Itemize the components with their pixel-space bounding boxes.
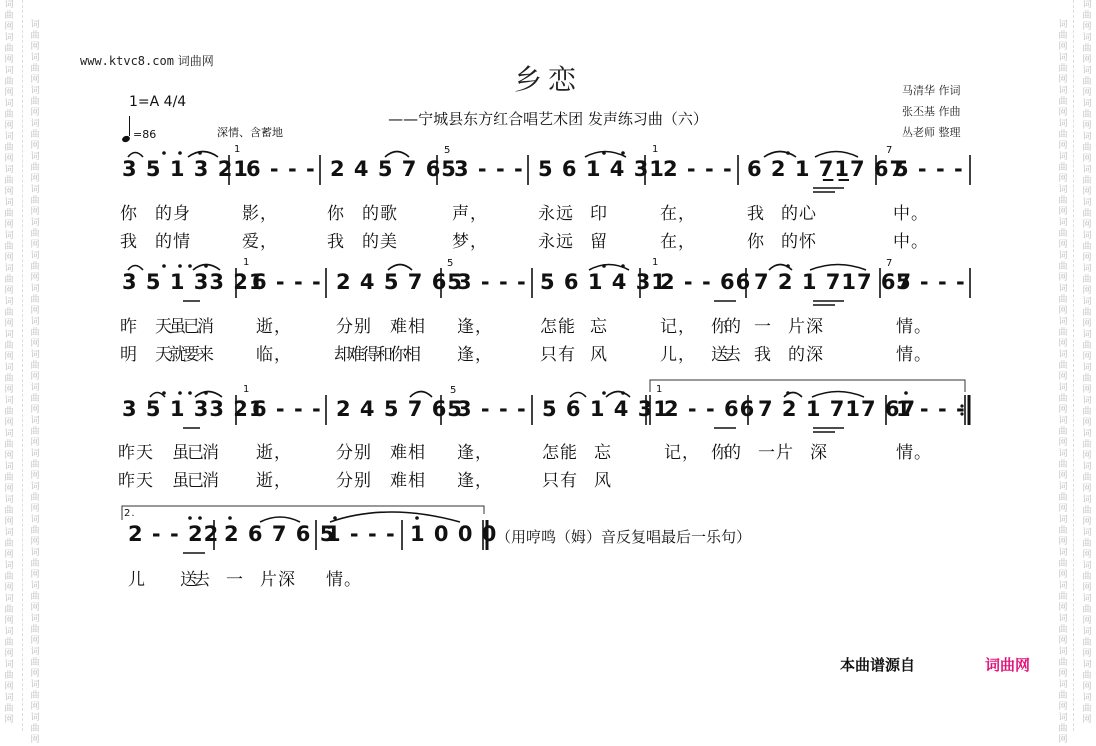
expression-marking: 深情、含蓄地 bbox=[217, 126, 283, 139]
svg-text:1: 1 bbox=[243, 384, 250, 395]
lyric-word: 留 bbox=[590, 232, 608, 252]
lyric-word: 虽已消 bbox=[172, 443, 217, 463]
lyric-word: 一 bbox=[754, 317, 772, 337]
lyric-word: 我 bbox=[120, 232, 138, 252]
lyric-word: 你 bbox=[747, 232, 765, 252]
lyric-word: 难相 bbox=[390, 471, 426, 491]
measure: 3 - - - bbox=[457, 397, 527, 421]
measure: 5 - - - bbox=[894, 157, 964, 181]
lyric-word: 你 bbox=[327, 204, 345, 224]
svg-text:7: 7 bbox=[886, 258, 893, 269]
lyric-word: 分别 bbox=[336, 443, 372, 463]
song-title: 乡恋 bbox=[513, 63, 582, 96]
lyric-row-4 bbox=[0, 565, 1096, 590]
lyric-word: 印 bbox=[590, 204, 608, 224]
lyricist-credit: 马清华 作词 bbox=[902, 84, 961, 97]
measure: 7 2 1 717 67 bbox=[758, 397, 917, 421]
measure: 2 4 5 7 65 bbox=[330, 157, 457, 181]
watermark-column-left-2: 词曲网词曲网词曲网词曲网词曲网词曲网词曲网词曲网词曲网词曲网词曲网词曲网词曲网词曲网词曲网词曲网词曲网词曲网词曲网词曲网词曲网词曲网 bbox=[30, 20, 40, 745]
notation-row-3 bbox=[0, 397, 1096, 425]
lyric-row-2b bbox=[0, 340, 1096, 365]
svg-text:1: 1 bbox=[243, 257, 250, 268]
lyric-word: 记， bbox=[664, 443, 700, 463]
measure: 2 4 5 7 65 bbox=[336, 397, 463, 421]
lyric-word: 天就要来 bbox=[155, 345, 211, 365]
lyric-word: 忘 bbox=[590, 317, 608, 337]
measure: 2 4 5 7 65 bbox=[336, 270, 463, 294]
lyric-word: 你的 bbox=[711, 317, 737, 337]
measure: 3 5 1 3 21 bbox=[122, 157, 249, 181]
lyric-word: 逢， bbox=[457, 471, 493, 491]
watermark-column-right-2: 词曲网词曲网词曲网词曲网词曲网词曲网词曲网词曲网词曲网词曲网词曲网词曲网词曲网词曲网词曲网词曲网词曲网词曲网词曲网词曲网词曲网词曲网 bbox=[1082, 0, 1092, 725]
svg-text:1: 1 bbox=[652, 144, 659, 155]
lyric-word: 逢， bbox=[457, 443, 493, 463]
song-subtitle: ——宁城县东方红合唱艺术团 发声练习曲（六） bbox=[388, 110, 708, 128]
lyric-word: 只有 bbox=[540, 345, 576, 365]
watermark-column-left-1: 词曲网词曲网词曲网词曲网词曲网词曲网词曲网词曲网词曲网词曲网词曲网词曲网词曲网词曲网词曲网词曲网词曲网词曲网词曲网词曲网词曲网词曲网 bbox=[4, 0, 14, 725]
lyric-word: 只有 bbox=[542, 471, 578, 491]
lyric-word: 风 bbox=[590, 345, 608, 365]
lyric-word: 在， bbox=[660, 232, 696, 252]
lyric-word: 你 bbox=[120, 204, 138, 224]
lyric-word: 在， bbox=[660, 204, 696, 224]
svg-text:5: 5 bbox=[450, 385, 457, 396]
measure: 1 - - - bbox=[326, 522, 396, 546]
lyric-word: 一片 bbox=[758, 443, 794, 463]
svg-text:5: 5 bbox=[447, 258, 454, 269]
svg-text:1: 1 bbox=[652, 257, 659, 268]
svg-text:7: 7 bbox=[886, 145, 893, 156]
lyric-word: 我 bbox=[327, 232, 345, 252]
lyric-word: 逢， bbox=[457, 317, 493, 337]
performance-instruction: （用哼鸣（姆）音反复唱最后一乐句） bbox=[496, 528, 752, 546]
measure: 6 - - - bbox=[252, 270, 322, 294]
lyric-word: 情。 bbox=[326, 570, 362, 590]
lyric-word: 梦， bbox=[452, 232, 488, 252]
lyric-word: 中。 bbox=[893, 232, 929, 252]
lyric-word: 的心 bbox=[781, 204, 817, 224]
lyric-word: 声， bbox=[452, 204, 488, 224]
key-signature: 1=A 4/4 bbox=[129, 94, 187, 110]
lyric-word: 深 bbox=[810, 443, 828, 463]
lyric-word: 儿， bbox=[660, 345, 696, 365]
lyric-word: 记， bbox=[660, 317, 696, 337]
lyric-row-1a bbox=[0, 199, 1096, 224]
lyric-row-3b bbox=[0, 466, 1096, 491]
measure: 3 - - - bbox=[454, 157, 524, 181]
lyric-word: 却难得和你相 bbox=[334, 345, 418, 365]
lyric-word: 忘 bbox=[594, 443, 612, 463]
lyric-word: 逝， bbox=[256, 317, 292, 337]
lyric-word: 逢， bbox=[457, 345, 493, 365]
source-label: 本曲谱源自 bbox=[840, 656, 916, 674]
measure: 5 6 1 4 31 bbox=[542, 397, 669, 421]
brand-link[interactable]: 词曲网 bbox=[985, 656, 1031, 674]
measure: 2 - - - bbox=[663, 157, 733, 181]
measure: 1 0 0 0 bbox=[410, 522, 498, 546]
lyric-word: 难相 bbox=[390, 317, 426, 337]
lyric-word: 昨天 bbox=[118, 443, 154, 463]
measure: 2 - - 22 bbox=[128, 522, 220, 546]
watermark-column-right-1: 词曲网词曲网词曲网词曲网词曲网词曲网词曲网词曲网词曲网词曲网词曲网词曲网词曲网词曲网词曲网词曲网词曲网词曲网词曲网词曲网词曲网词曲网 bbox=[1058, 20, 1068, 745]
lyric-word: 怎能 bbox=[542, 443, 578, 463]
notation-row-1 bbox=[0, 157, 1096, 185]
measure: 1 - - - bbox=[896, 397, 966, 421]
lyric-word: 临， bbox=[256, 345, 292, 365]
measure: 6 - - - bbox=[246, 157, 316, 181]
lyric-row-1b bbox=[0, 227, 1096, 252]
lyric-word: 永远 bbox=[538, 232, 574, 252]
site-name[interactable]: 词曲网 bbox=[177, 54, 214, 68]
lyric-word: 影， bbox=[242, 204, 278, 224]
lyric-word: 的怀 bbox=[781, 232, 817, 252]
lyric-word: 虽已消 bbox=[172, 471, 217, 491]
arranger-credit: 丛老师 整理 bbox=[902, 126, 961, 139]
ending-label: 2. bbox=[124, 508, 136, 519]
measure: 2 - - 66 bbox=[660, 270, 752, 294]
lyric-word: 的深 bbox=[788, 345, 824, 365]
lyric-row-3a bbox=[0, 438, 1096, 463]
lyric-word: 明 bbox=[120, 345, 138, 365]
lyric-word: 片深 bbox=[788, 317, 824, 337]
lyric-word: 难相 bbox=[390, 443, 426, 463]
lyric-word: 分别 bbox=[336, 317, 372, 337]
measure: 6 - - - bbox=[252, 397, 322, 421]
measure: 3 - - - bbox=[457, 270, 527, 294]
lyric-word: 中。 bbox=[893, 204, 929, 224]
lyric-word: 儿 bbox=[128, 570, 146, 590]
lyric-word: 分别 bbox=[336, 471, 372, 491]
lyric-word: 昨 bbox=[120, 317, 138, 337]
tempo-value: =86 bbox=[133, 128, 157, 141]
lyric-word: 情。 bbox=[896, 317, 932, 337]
measure: 6 2 1 7̲1̲7 67 bbox=[747, 157, 906, 181]
lyric-row-2a bbox=[0, 312, 1096, 337]
measure: 3 5 1 33 21 bbox=[122, 270, 265, 294]
lyric-word: 风 bbox=[594, 471, 612, 491]
lyric-word: 送去 bbox=[180, 570, 206, 590]
lyric-word: 的歌 bbox=[362, 204, 398, 224]
lyric-word: 我 bbox=[747, 204, 765, 224]
lyric-word: 天虽已消 bbox=[155, 317, 211, 337]
measure: 7 2 1 717 67 bbox=[754, 270, 913, 294]
measure: 5 6 1 4 31 bbox=[538, 157, 665, 181]
svg-text:1: 1 bbox=[234, 144, 241, 155]
measure: 5 6 1 4 31 bbox=[540, 270, 667, 294]
lyric-word: 情。 bbox=[896, 345, 932, 365]
site-url[interactable]: www.ktvc8.com bbox=[80, 54, 174, 68]
measure: 2 - - 66 bbox=[664, 397, 756, 421]
lyric-word: 的身 bbox=[155, 204, 191, 224]
notation-row-2 bbox=[0, 270, 1096, 298]
svg-text:1: 1 bbox=[656, 384, 663, 395]
lyric-word: 昨天 bbox=[118, 471, 154, 491]
lyric-word: 的情 bbox=[155, 232, 191, 252]
measure: 5 - - - bbox=[896, 270, 966, 294]
lyric-word: 情。 bbox=[896, 443, 932, 463]
lyric-word: 怎能 bbox=[540, 317, 576, 337]
lyric-word: 送去 bbox=[711, 345, 737, 365]
lyric-word: 逝， bbox=[256, 443, 292, 463]
lyric-word: 片深 bbox=[260, 570, 296, 590]
lyric-word: 逝， bbox=[256, 471, 292, 491]
lyric-word: 一 bbox=[226, 570, 244, 590]
composer-credit: 张丕基 作曲 bbox=[902, 105, 961, 118]
notation-row-4 bbox=[0, 508, 1096, 550]
measure: 3 5 1 33 21 bbox=[122, 397, 265, 421]
lyric-word: 爱， bbox=[242, 232, 278, 252]
lyric-word: 你的 bbox=[711, 443, 737, 463]
svg-text:5: 5 bbox=[444, 145, 451, 156]
measure: 2 6 7 6 5 bbox=[224, 522, 336, 546]
lyric-word: 我 bbox=[754, 345, 772, 365]
lyric-word: 的美 bbox=[362, 232, 398, 252]
lyric-word: 永远 bbox=[538, 204, 574, 224]
